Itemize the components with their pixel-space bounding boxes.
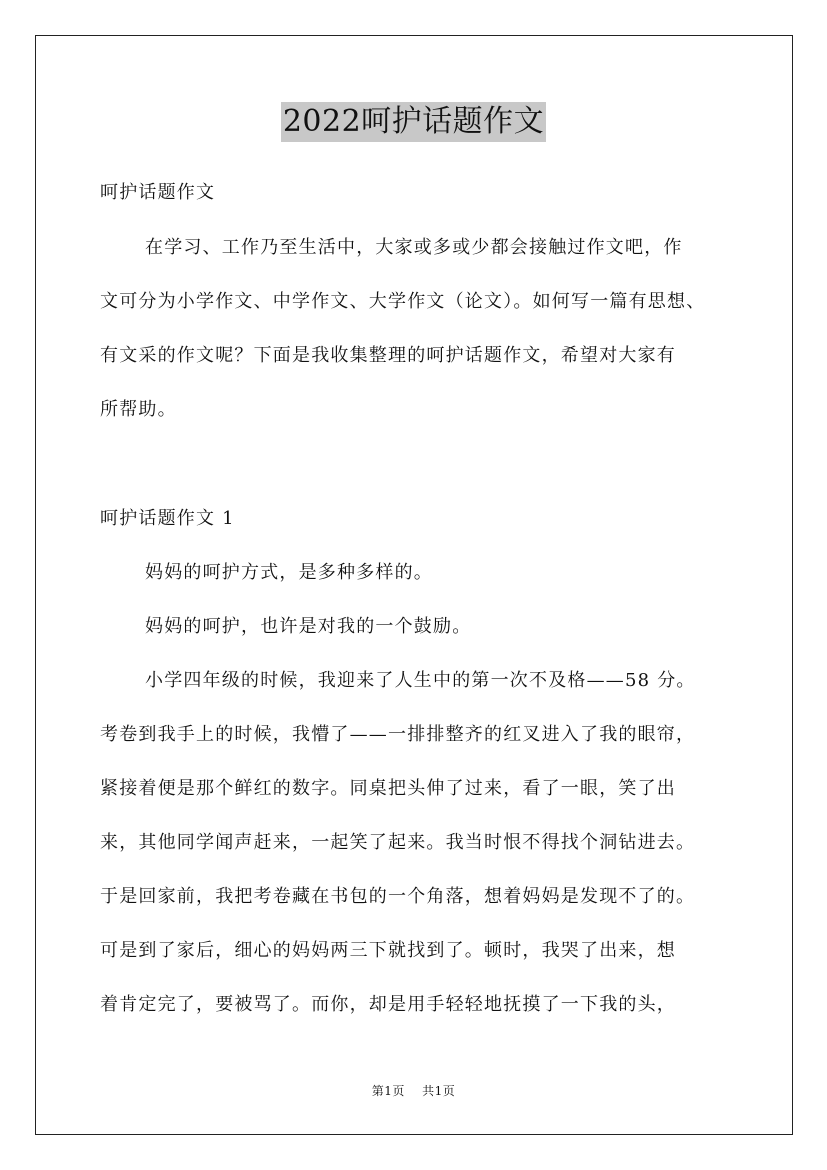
intro-line: 文可分为小学作文、中学作文、大学作文（论文）。如何写一篇有思想、	[100, 291, 706, 312]
body-line: 着肯定完了，要被骂了。而你，却是用手轻轻地抚摸了一下我的头，	[100, 994, 676, 1015]
body-line: 于是回家前，我把考卷藏在书包的一个角落，想着妈妈是发现不了的。	[100, 886, 696, 907]
intro-line: 有文采的作文呢？下面是我收集整理的呵护话题作文，希望对大家有	[100, 345, 676, 366]
body-line: 来，其他同学闻声赶来，一起笑了起来。我当时恨不得找个洞钻进去。	[100, 832, 696, 853]
title-container	[0, 102, 827, 142]
intro-line: 所帮助。	[100, 399, 177, 420]
body-line: 紧接着便是那个鲜红的数字。同桌把头伸了过来，看了一眼，笑了出	[100, 778, 676, 799]
page-total: 共1页	[422, 1084, 456, 1098]
intro-line: 在学习、工作乃至生活中，大家或多或少都会接触过作文吧，作	[145, 237, 683, 258]
body-line: 小学四年级的时候，我迎来了人生中的第一次不及格——58 分。	[145, 670, 696, 691]
page-number: 第1页	[371, 1084, 405, 1098]
section-heading: 呵护话题作文 1	[100, 508, 235, 529]
body-line: 妈妈的呵护方式，是多种多样的。	[145, 562, 433, 583]
body-line: 妈妈的呵护，也许是对我的一个鼓励。	[145, 616, 472, 637]
document-title: 2022呵护话题作文	[281, 102, 546, 142]
body-line: 可是到了家后，细心的妈妈两三下就找到了。顿时，我哭了出来，想	[100, 940, 676, 961]
document-subtitle: 呵护话题作文	[100, 182, 216, 203]
page-footer	[0, 1082, 827, 1099]
body-line: 考卷到我手上的时候，我懵了——一排排整齐的红叉进入了我的眼帘，	[100, 724, 696, 745]
